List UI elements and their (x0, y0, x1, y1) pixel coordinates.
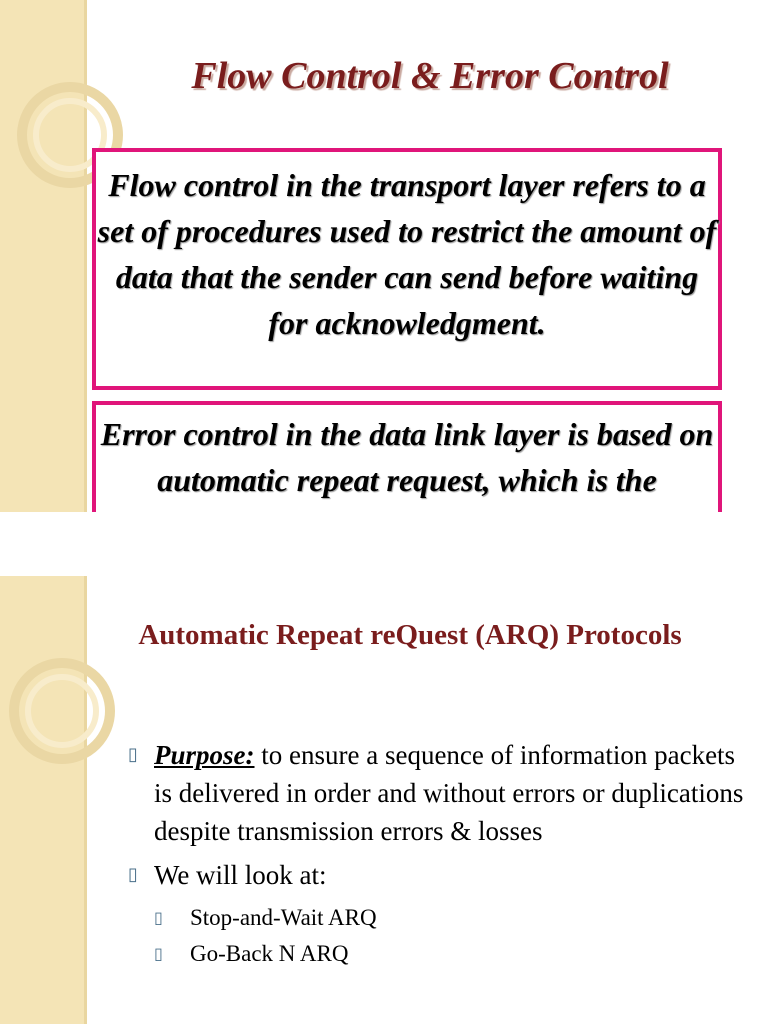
purpose-text: to ensure a sequence of information packets is delivered in order and without errors or duplications despite transmission errors & losses (154, 740, 744, 846)
look-at-text: We will look at: (154, 860, 327, 890)
list-item (154, 900, 748, 936)
list-item (128, 736, 748, 850)
square-bullet-icon: ▯ (154, 908, 163, 927)
square-bullet-icon: ▯ (128, 864, 138, 885)
square-bullet-icon: ▯ (128, 744, 138, 765)
list-item (128, 856, 748, 894)
list-item (154, 936, 748, 972)
flow-control-definition: Flow control in the transport layer refers to a set of procedures used to restrict the amount of data that the sender can send before waiting for acknowledgment. (92, 148, 722, 390)
bullet-list (128, 736, 748, 972)
sub-bullet-text: Go-Back N ARQ (190, 941, 349, 966)
arq-slide-title: Automatic Repeat reQuest (ARQ) Protocols (138, 619, 682, 651)
error-control-definition: Error control in the data link layer is based on automatic repeat request, which is the (92, 401, 722, 551)
purpose-label: Purpose: (154, 740, 255, 770)
square-bullet-icon: ▯ (154, 944, 163, 963)
slide-title: Flow Control & Error Control (191, 55, 669, 97)
slide-gap (0, 512, 768, 576)
decorative-circles (0, 0, 90, 512)
sub-bullet-text: Stop-and-Wait ARQ (190, 905, 377, 930)
decorative-circles (0, 576, 90, 1024)
